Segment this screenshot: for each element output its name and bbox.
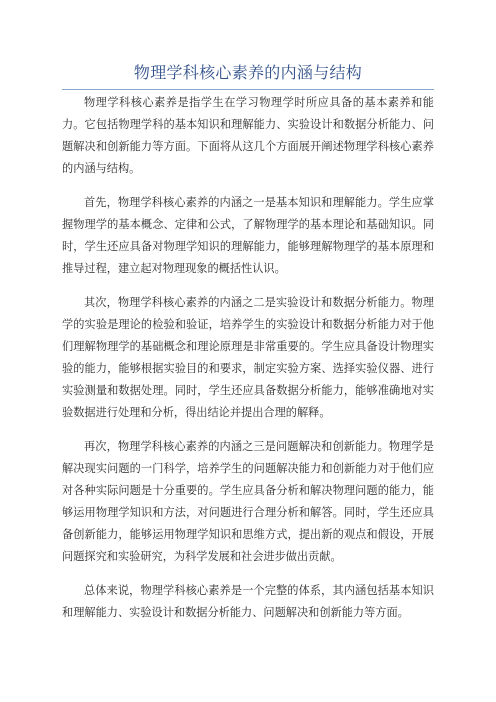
- paragraph-experiment: 其次，物理学科核心素养的内涵之二是实验设计和数据分析能力。物理学的实验是理论的检验和验证，培养学生的实验设计和数据分析能力对于他们理解物理学的基础概念和理论原理是非常重要的。学生应具备设计物理实验的能力，能够根据实验目的和要求，制定实验方案、选择实验仪器、进行实验测量和数据处理。同时，学生还应具备数据分析能力，能够准确地对实验数据进行处理和分析，得出结论并提出合理的解释。: [62, 296, 434, 419]
- paragraph-summary: 总体来说，物理学科核心素养是一个完整的体系，其内涵包括基本知识和理解能力、实验设计和数据分析能力、问题解决和创新能力等方面。: [62, 584, 434, 619]
- document-body: [62, 92, 434, 636]
- document-title: 物理学科核心素养的内涵与结构: [133, 63, 363, 82]
- paragraph-problem-solving: 再次，物理学科核心素养的内涵之三是问题解决和创新能力。物理学是解决现实问题的一门科学，培养学生的问题解决能力和创新能力对于他们应对各种实际问题是十分重要的。学生应具备分析和解决物理问题的能力，能够运用物理学知识和方法，对问题进行合理分析和解答。同时，学生还应具备创新能力，能够运用物理学知识和思维方式，提出新的观点和假设，开展问题探究和实验研究，为科学发展和社会进步做出贡献。: [62, 440, 434, 563]
- paragraph-intro: 物理学科核心素养是指学生在学习物理学时所应具备的基本素养和能力。它包括物理学科的基本知识和理解能力、实验设计和数据分析能力、问题解决和创新能力等方面。下面将从这几个方面展开阐述物理学科核心素养的内涵与结构。: [62, 96, 434, 175]
- paragraph-knowledge: 首先，物理学科核心素养的内涵之一是基本知识和理解能力。学生应掌握物理学的基本概念、定律和公式，了解物理学的基本理论和基础知识。同时，学生还应具备对物理学知识的理解能力，能够理解物理学的基本原理和推导过程，建立起对物理现象的概括性认识。: [62, 196, 434, 275]
- title-underline: [62, 89, 434, 90]
